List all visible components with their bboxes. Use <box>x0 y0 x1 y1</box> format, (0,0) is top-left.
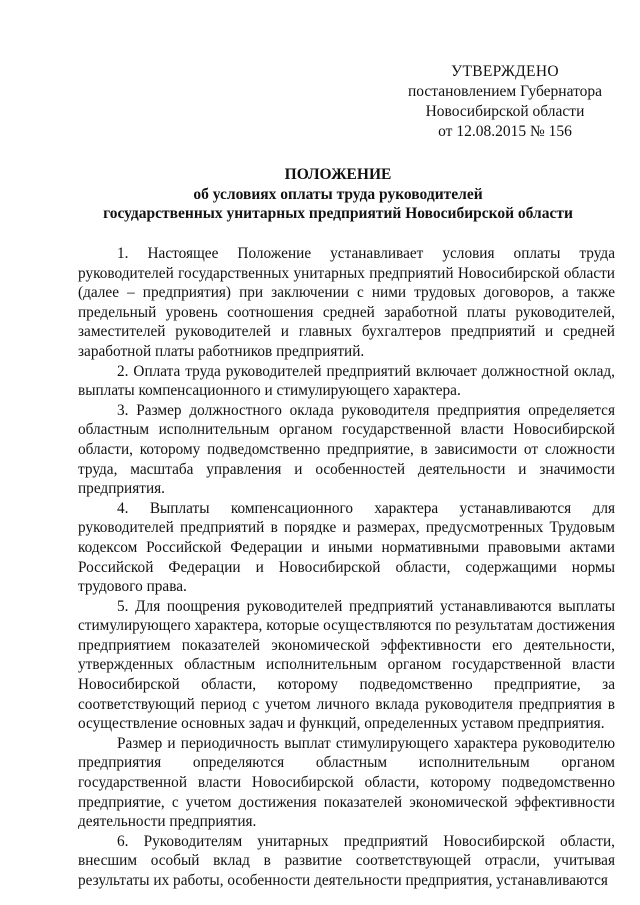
paragraph-3: 3. Размер должностного оклада руководителя предприятия определяется областным исполнительным органом государственной власти Новосибирской области, которому подведомственно предприятие, в зависимости от сложности труда, масштаба управления и особенностей деятельности и значимости предприятия. <box>78 401 615 498</box>
document-body <box>78 244 615 891</box>
paragraph-6: 6. Руководителям унитарных предприятий Новосибирской области, внесшим особый вклад в развитие соответствующей отрасли, учитывая результаты их работы, особенности деятельности предприятия, устанавливаются <box>78 832 615 889</box>
approval-heading: УТВЕРЖДЕНО <box>451 63 559 80</box>
paragraph-1: 1. Настоящее Положение устанавливает условия оплаты труда руководителей государственных унитарных предприятий Новосибирской области (далее – предприятия) при заключении с ними трудовых договоров, а также предельный уровень соотношения средней заработной платы руководителей, заместителей руководителей и главных бухгалтеров предприятий и средней заработной платы работников предприятий. <box>78 245 615 360</box>
paragraph-2: 2. Оплата труда руководителей предприятий включает должностной оклад, выплаты компенсационного и стимулирующего характера. <box>78 362 615 400</box>
document-title <box>60 165 616 224</box>
paragraph-4: 4. Выплаты компенсационного характера устанавливаются для руководителей предприятий в порядке и размерах, предусмотренных Трудовым кодексом Российской Федерации и иными нормативными правовыми актами Российской Федерации и Новосибирской области, содержащими нормы трудового права. <box>78 499 615 596</box>
paragraph-5: 5. Для поощрения руководителей предприятий устанавливаются выплаты стимулирующего характера, которые осуществляются по результатам достижения предприятием показателей экономической эффективности его деятельности, утвержденных областным исполнительным органом государственной власти Новосибирской области, которому подведомственно предприятие, за соответствующий период с учетом личного вклада руководителя предприятия в осуществление основных задач и функций, определенных уставом предприятия. <box>78 597 615 733</box>
paragraph-5-continued: Размер и периодичность выплат стимулирующего характера руководителю предприятия определяются областным исполнительным органом государственной власти Новосибирской области, которому подведомственно предприятие, с учетом достижения показателей экономической эффективности деятельности предприятия. <box>78 734 615 831</box>
title-line-1: ПОЛОЖЕНИЕ <box>284 166 392 183</box>
title-line-3: государственных унитарных предприятий Новосибирской области <box>103 205 573 222</box>
approval-authority: постановлением Губернатора <box>407 83 603 100</box>
title-line-2: об условиях оплаты труда руководителей <box>193 185 483 203</box>
approval-region: Новосибирской области <box>425 103 585 120</box>
approval-date-number: от 12.08.2015 № 156 <box>438 123 572 140</box>
approval-stamp <box>395 62 615 142</box>
